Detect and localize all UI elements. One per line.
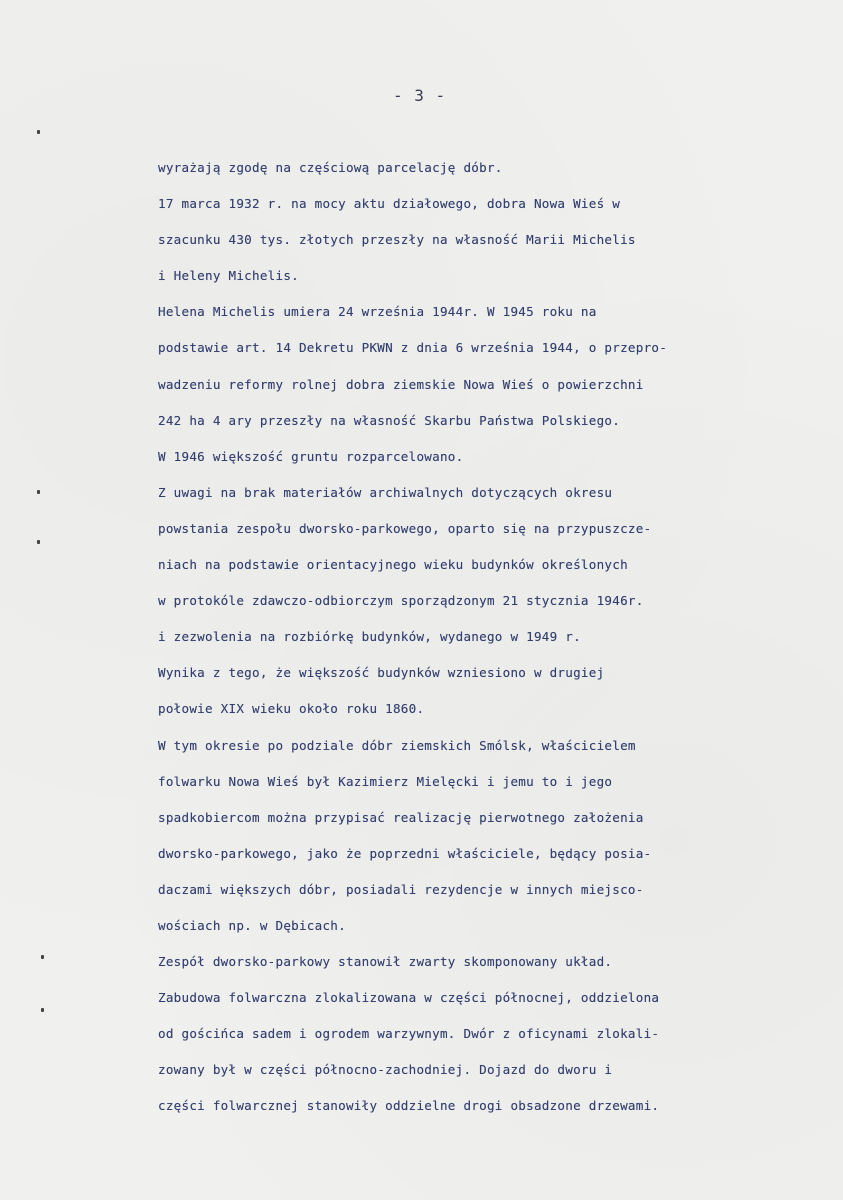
text-line: Helena Michelis umiera 24 września 1944r. W 1945 roku na <box>158 304 597 320</box>
text-line: niach na podstawie orientacyjnego wieku budynków określonych <box>158 557 628 573</box>
margin-mark <box>37 490 40 494</box>
text-line: daczami większych dóbr, posiadali rezydencje w innych miejsco- <box>158 881 644 897</box>
text-line: 17 marca 1932 r. na mocy aktu działowego, dobra Nowa Wieś w <box>158 196 621 212</box>
margin-mark <box>41 1008 44 1012</box>
text-line: podstawie art. 14 Dekretu PKWN z dnia 6 września 1944, o przepro- <box>158 340 668 356</box>
text-line: powstania zespołu dworsko-parkowego, oparto się na przypuszcze- <box>158 520 652 536</box>
margin-mark <box>41 955 44 959</box>
text-line: wościach np. w Dębicach. <box>158 917 346 933</box>
text-line: Wynika z tego, że większość budynków wzniesiono w drugiej <box>158 665 605 681</box>
text-line: od gościńca sadem i ogrodem warzywnym. Dwór z oficynami zlokali- <box>158 1026 660 1042</box>
text-line: w protokóle zdawczo-odbiorczym sporządzonym 21 stycznia 1946r. <box>158 593 644 609</box>
text-line: Zabudowa folwarczna zlokalizowana w części północnej, oddzielona <box>158 990 660 1006</box>
text-line: i Heleny Michelis. <box>158 268 299 284</box>
text-line: spadkobiercom można przypisać realizację pierwotnego założenia <box>158 809 644 825</box>
text-line: części folwarcznej stanowiły oddzielne drogi obsadzone drzewami. <box>158 1098 660 1114</box>
text-line: W tym okresie po podziale dóbr ziemskich Smólsk, właścicielem <box>158 737 636 753</box>
text-line: 242 ha 4 ary przeszły na własność Skarbu Państwa Polskiego. <box>158 412 621 428</box>
margin-mark <box>37 540 40 544</box>
text-line: połowie XIX wieku około roku 1860. <box>158 701 425 717</box>
text-line: W 1946 większość gruntu rozparcelowano. <box>158 448 464 464</box>
body-text <box>158 150 838 1125</box>
page-number: - 3 - <box>393 86 447 105</box>
margin-mark <box>37 130 40 134</box>
text-line: Z uwagi na brak materiałów archiwalnych dotyczących okresu <box>158 484 613 500</box>
text-line: Zespół dworsko-parkowy stanowił zwarty skomponowany układ. <box>158 954 613 970</box>
text-line: folwarku Nowa Wieś był Kazimierz Mielęcki i jemu to i jego <box>158 773 613 789</box>
text-line: szacunku 430 tys. złotych przeszły na własność Marii Michelis <box>158 232 636 248</box>
text-line: i zezwolenia na rozbiórkę budynków, wydanego w 1949 r. <box>158 629 581 645</box>
text-line: wyrażają zgodę na częściową parcelację dóbr. <box>158 160 503 175</box>
text-line: dworsko-parkowego, jako że poprzedni właściciele, będący posia- <box>158 845 652 861</box>
text-line: wadzeniu reformy rolnej dobra ziemskie Nowa Wieś o powierzchni <box>158 376 644 392</box>
text-line: zowany był w części północno-zachodniej. Dojazd do dworu i <box>158 1062 613 1078</box>
